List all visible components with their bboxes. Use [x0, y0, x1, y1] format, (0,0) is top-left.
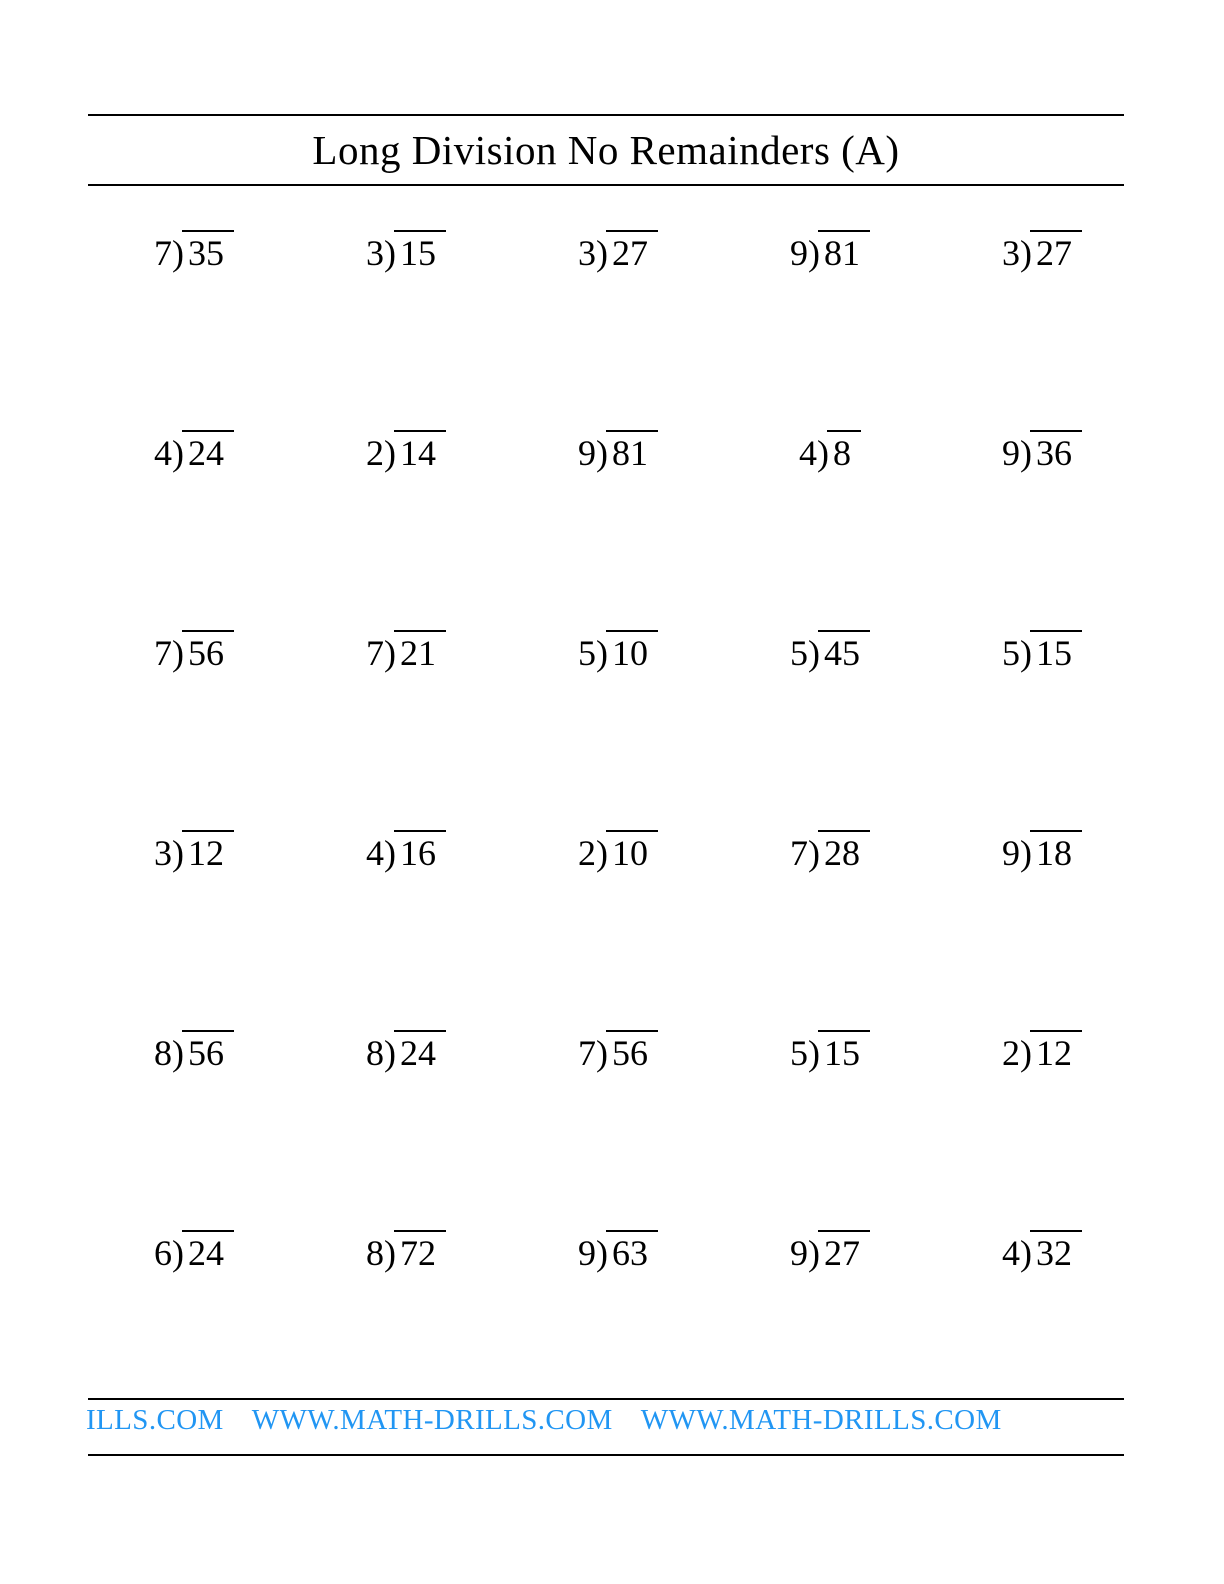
problem-cell	[300, 208, 512, 408]
dividend: 24	[182, 430, 234, 474]
divisor: 7	[578, 1033, 596, 1073]
division-bracket-icon: )	[596, 1033, 608, 1073]
divisor: 5	[1002, 633, 1020, 673]
divisor: 6	[154, 1233, 172, 1273]
problem-cell	[724, 1008, 936, 1208]
long-division-problem	[300, 430, 512, 474]
division-bracket-icon: )	[384, 1033, 396, 1073]
problem-row	[88, 608, 1148, 808]
divisor: 9	[790, 233, 808, 273]
division-bracket-icon: )	[596, 1233, 608, 1273]
long-division-problem	[300, 230, 512, 274]
long-division-problem	[512, 830, 724, 874]
dividend: 28	[818, 830, 870, 874]
footer-link[interactable]: WWW.MATH-DRILLS.COM	[251, 1404, 613, 1436]
problem-cell	[936, 808, 1148, 1008]
division-bracket-icon: )	[384, 1233, 396, 1273]
divisor: 5	[790, 1033, 808, 1073]
dividend: 56	[182, 630, 234, 674]
divisor: 5	[790, 633, 808, 673]
division-bracket-icon: )	[808, 633, 820, 673]
divisor: 2	[1002, 1033, 1020, 1073]
long-division-problem	[300, 630, 512, 674]
long-division-problem	[512, 430, 724, 474]
divisor: 3	[1002, 233, 1020, 273]
divisor: 7	[790, 833, 808, 873]
problem-cell	[300, 1008, 512, 1208]
division-bracket-icon: )	[808, 833, 820, 873]
dividend: 8	[827, 430, 861, 474]
long-division-problem	[936, 630, 1148, 674]
problem-cell	[724, 808, 936, 1008]
long-division-problem	[300, 1030, 512, 1074]
long-division-problem	[936, 830, 1148, 874]
problem-cell	[936, 1208, 1148, 1408]
dividend: 10	[606, 630, 658, 674]
problem-cell	[936, 1008, 1148, 1208]
problem-cell	[300, 1208, 512, 1408]
footer-link[interactable]: WWW.MATH-DRILLS.COM	[640, 1404, 1002, 1436]
division-bracket-icon: )	[172, 633, 184, 673]
dividend: 72	[394, 1230, 446, 1274]
division-bracket-icon: )	[172, 433, 184, 473]
problem-cell	[936, 608, 1148, 808]
long-division-problem	[936, 430, 1148, 474]
division-bracket-icon: )	[808, 1233, 820, 1273]
dividend: 36	[1030, 430, 1082, 474]
dividend: 81	[818, 230, 870, 274]
problem-cell	[724, 608, 936, 808]
page-title: Long Division No Remainders (A)	[312, 127, 900, 173]
problem-cell	[512, 408, 724, 608]
divisor: 9	[1002, 433, 1020, 473]
dividend: 27	[606, 230, 658, 274]
divisor: 4	[799, 433, 817, 473]
dividend: 16	[394, 830, 446, 874]
divisor: 7	[154, 633, 172, 673]
problem-cell	[88, 408, 300, 608]
dividend: 21	[394, 630, 446, 674]
division-bracket-icon: )	[1020, 233, 1032, 273]
long-division-problem	[724, 1030, 936, 1074]
division-bracket-icon: )	[172, 1233, 184, 1273]
division-bracket-icon: )	[596, 633, 608, 673]
dividend: 15	[394, 230, 446, 274]
problem-row	[88, 808, 1148, 1008]
problem-cell	[724, 408, 936, 608]
division-bracket-icon: )	[808, 233, 820, 273]
problem-row	[88, 1208, 1148, 1408]
division-bracket-icon: )	[1020, 433, 1032, 473]
dividend: 15	[818, 1030, 870, 1074]
dividend: 27	[1030, 230, 1082, 274]
divisor: 9	[578, 433, 596, 473]
problem-row	[88, 1008, 1148, 1208]
dividend: 56	[606, 1030, 658, 1074]
problem-row	[88, 408, 1148, 608]
problem-cell	[512, 208, 724, 408]
dividend: 81	[606, 430, 658, 474]
long-division-problem	[88, 230, 300, 274]
divisor: 2	[578, 833, 596, 873]
dividend: 27	[818, 1230, 870, 1274]
problem-cell	[300, 608, 512, 808]
problem-cell	[512, 1208, 724, 1408]
long-division-problem	[512, 230, 724, 274]
long-division-problem	[936, 1230, 1148, 1274]
dividend: 14	[394, 430, 446, 474]
divisor: 9	[790, 1233, 808, 1273]
problem-row	[88, 208, 1148, 408]
divisor: 4	[1002, 1233, 1020, 1273]
dividend: 15	[1030, 630, 1082, 674]
problem-cell	[512, 808, 724, 1008]
dividend: 24	[394, 1030, 446, 1074]
footer-rule-top	[88, 1398, 1124, 1400]
divisor: 7	[154, 233, 172, 273]
long-division-problem	[512, 1030, 724, 1074]
long-division-problem	[88, 430, 300, 474]
division-bracket-icon: )	[172, 833, 184, 873]
long-division-problem	[936, 230, 1148, 274]
divisor: 5	[578, 633, 596, 673]
long-division-problem	[724, 430, 936, 474]
problem-cell	[724, 208, 936, 408]
division-bracket-icon: )	[817, 433, 829, 473]
problem-cell	[936, 208, 1148, 408]
long-division-problem	[724, 1230, 936, 1274]
long-division-problem	[512, 1230, 724, 1274]
division-bracket-icon: )	[596, 833, 608, 873]
divisor: 7	[366, 633, 384, 673]
division-bracket-icon: )	[1020, 833, 1032, 873]
divisor: 9	[1002, 833, 1020, 873]
dividend: 12	[182, 830, 234, 874]
dividend: 32	[1030, 1230, 1082, 1274]
long-division-problem	[300, 830, 512, 874]
problem-cell	[512, 1008, 724, 1208]
division-bracket-icon: )	[172, 233, 184, 273]
divisor: 2	[366, 433, 384, 473]
divisor: 3	[366, 233, 384, 273]
division-bracket-icon: )	[596, 433, 608, 473]
title-rule-bottom	[88, 184, 1124, 186]
long-division-problem	[88, 630, 300, 674]
division-bracket-icon: )	[1020, 1233, 1032, 1273]
division-bracket-icon: )	[384, 233, 396, 273]
problem-cell	[724, 1208, 936, 1408]
division-bracket-icon: )	[1020, 1033, 1032, 1073]
divisor: 3	[578, 233, 596, 273]
divisor: 8	[154, 1033, 172, 1073]
divisor: 3	[154, 833, 172, 873]
divisor: 4	[366, 833, 384, 873]
division-bracket-icon: )	[1020, 633, 1032, 673]
problem-cell	[88, 208, 300, 408]
problem-cell	[300, 408, 512, 608]
long-division-problem	[300, 1230, 512, 1274]
dividend: 35	[182, 230, 234, 274]
division-bracket-icon: )	[808, 1033, 820, 1073]
division-bracket-icon: )	[384, 633, 396, 673]
dividend: 24	[182, 1230, 234, 1274]
divisor: 8	[366, 1033, 384, 1073]
problem-grid	[88, 208, 1148, 1408]
long-division-problem	[88, 1030, 300, 1074]
problem-cell	[300, 808, 512, 1008]
dividend: 63	[606, 1230, 658, 1274]
problem-cell	[936, 408, 1148, 608]
divisor: 8	[366, 1233, 384, 1273]
title-block	[88, 114, 1124, 186]
division-bracket-icon: )	[596, 233, 608, 273]
problem-cell	[88, 808, 300, 1008]
division-bracket-icon: )	[384, 833, 396, 873]
divisor: 9	[578, 1233, 596, 1273]
problem-cell	[88, 608, 300, 808]
dividend: 45	[818, 630, 870, 674]
divisor: 4	[154, 433, 172, 473]
problem-cell	[512, 608, 724, 808]
footer-links	[86, 1404, 1224, 1437]
long-division-problem	[724, 230, 936, 274]
division-bracket-icon: )	[384, 433, 396, 473]
footer	[86, 1398, 1124, 1436]
dividend: 10	[606, 830, 658, 874]
dividend: 18	[1030, 830, 1082, 874]
long-division-problem	[936, 1030, 1148, 1074]
long-division-problem	[88, 830, 300, 874]
footer-rule-bottom	[88, 1454, 1124, 1456]
long-division-problem	[724, 630, 936, 674]
dividend: 56	[182, 1030, 234, 1074]
problem-cell	[88, 1008, 300, 1208]
footer-link[interactable]: ILLS.COM	[86, 1404, 224, 1436]
problem-cell	[88, 1208, 300, 1408]
long-division-problem	[512, 630, 724, 674]
long-division-problem	[88, 1230, 300, 1274]
division-bracket-icon: )	[172, 1033, 184, 1073]
dividend: 12	[1030, 1030, 1082, 1074]
long-division-problem	[724, 830, 936, 874]
